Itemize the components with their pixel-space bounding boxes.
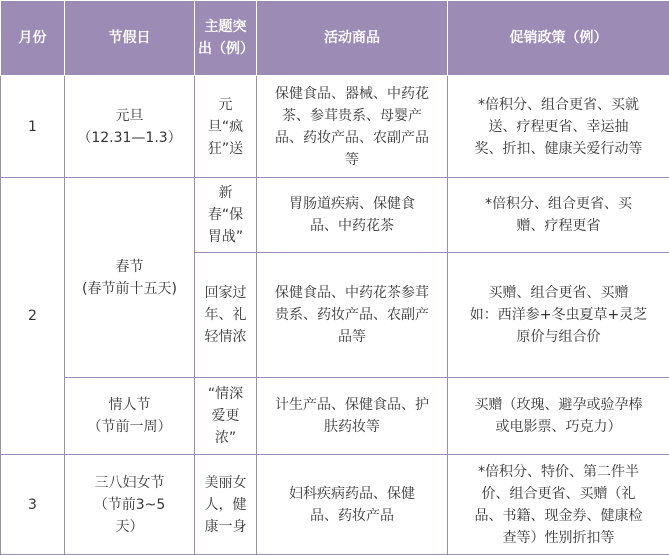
products-cell — [257, 455, 448, 555]
policy-line: *倍积分、组合更省、买 — [485, 196, 632, 212]
policy-line: 奖、折扣、健康关爱行动等 — [474, 140, 643, 157]
products-line: 等 — [345, 151, 359, 168]
policy-cell — [448, 178, 669, 253]
policy-cell — [448, 76, 669, 178]
theme-cell — [195, 76, 257, 178]
month-cell — [1, 455, 65, 555]
header-policy: 促销政策（例） — [448, 1, 669, 76]
products-line: 胃肠道疾病、保健食 — [289, 196, 415, 212]
header-holiday: 节假日 — [65, 1, 195, 76]
header-products: 活动商品 — [257, 1, 448, 76]
products-cell — [257, 178, 448, 253]
holiday-line: 三八妇女节 — [94, 474, 165, 491]
policy-line: 赠、疗程更省 — [516, 218, 601, 234]
policy-line: 原价与组合价 — [516, 329, 601, 345]
products-line: 品等 — [338, 329, 366, 345]
theme-cell — [195, 178, 257, 253]
theme-line: 狂”送 — [207, 140, 244, 157]
holiday-line: 情人节 — [108, 397, 151, 413]
products-line: 妇科疾病药品、保健 — [289, 485, 415, 502]
products-line: 茶、参茸贵系、母婴产 — [282, 107, 422, 124]
policy-line: 查等）性别折扣等 — [502, 529, 615, 546]
header-theme: 主题突出（例） — [195, 1, 257, 76]
holiday-cell — [65, 76, 195, 178]
holiday-line: （节前一周） — [87, 419, 172, 435]
theme-line: 轻情浓 — [204, 329, 247, 345]
products-line: 计生产品、保健食品、护 — [275, 397, 429, 413]
policy-line: 或电影票、巧克力） — [495, 419, 622, 435]
theme-line: 回家过 — [204, 285, 247, 301]
holiday-line: （节前3~5 — [93, 496, 166, 513]
products-line: 品、药妆产品 — [310, 507, 394, 524]
products-cell — [257, 253, 448, 378]
holiday-line: 天） — [115, 518, 144, 535]
products-cell — [257, 76, 448, 178]
theme-line: 康一身 — [204, 518, 247, 535]
table-row — [1, 455, 669, 555]
policy-line: 送、疗程更省、幸运抽 — [488, 118, 629, 135]
products-line: 保健食品、中药花茶参茸 — [275, 285, 429, 301]
theme-line: 浓” — [214, 430, 237, 446]
theme-line: 元 — [218, 96, 233, 113]
holiday-cell — [65, 178, 195, 378]
holiday-line: （12.31—1.3） — [77, 129, 182, 146]
theme-cell — [195, 378, 257, 455]
theme-line: 爱更 — [211, 408, 240, 424]
products-line: 保健食品、器械、中药花 — [275, 85, 429, 102]
theme-line: 胃战” — [207, 229, 244, 245]
table-row — [1, 76, 669, 178]
month-value: 3 — [28, 496, 37, 513]
holiday-cell — [65, 378, 195, 455]
theme-cell — [195, 455, 257, 555]
policy-line: 品、书籍、现金券、健康检 — [474, 507, 643, 524]
theme-line: “情深 — [207, 386, 244, 402]
table-row — [1, 178, 669, 253]
theme-line: 年、礼 — [204, 307, 247, 323]
theme-line: 新 — [218, 185, 233, 201]
policy-line: *倍积分、特价、第二件半 — [478, 463, 639, 480]
products-line: 贵系、药妆产品、农副产 — [275, 307, 429, 323]
month-cell — [1, 178, 65, 455]
holiday-line: 春节 — [115, 258, 144, 275]
products-line: 品、中药花茶 — [310, 218, 394, 234]
policy-line: 如：西洋参+冬虫夏草+灵芝 — [469, 307, 648, 323]
table-row — [1, 378, 669, 455]
theme-line: 人，健 — [204, 496, 247, 513]
theme-line: 旦“疯 — [207, 118, 244, 135]
month-cell — [1, 76, 65, 178]
policy-cell — [448, 455, 669, 555]
policy-cell — [448, 378, 669, 455]
products-line: 品、药妆产品、农副产品 — [275, 129, 429, 146]
products-line: 肤药妆等 — [324, 419, 380, 435]
policy-line: 价、组合更省、买赠（礼 — [481, 485, 636, 502]
policy-line: 买赠（玫瑰、避孕或验孕棒 — [474, 397, 643, 413]
holiday-cell — [65, 455, 195, 555]
products-cell — [257, 378, 448, 455]
table-header-row — [1, 1, 669, 76]
header-month: 月份 — [1, 1, 65, 76]
holiday-line: (春节前十五天) — [82, 280, 177, 297]
theme-line: 春“保 — [207, 207, 244, 223]
month-value: 2 — [28, 308, 37, 324]
month-value: 1 — [28, 118, 37, 135]
theme-line: 美丽女 — [204, 474, 247, 491]
theme-cell — [195, 253, 257, 378]
policy-line: *倍积分、组合更省、买就 — [478, 96, 639, 113]
policy-cell — [448, 253, 669, 378]
holiday-line: 元旦 — [115, 107, 144, 124]
policy-line: 买赠、组合更省、买赠 — [488, 285, 629, 301]
